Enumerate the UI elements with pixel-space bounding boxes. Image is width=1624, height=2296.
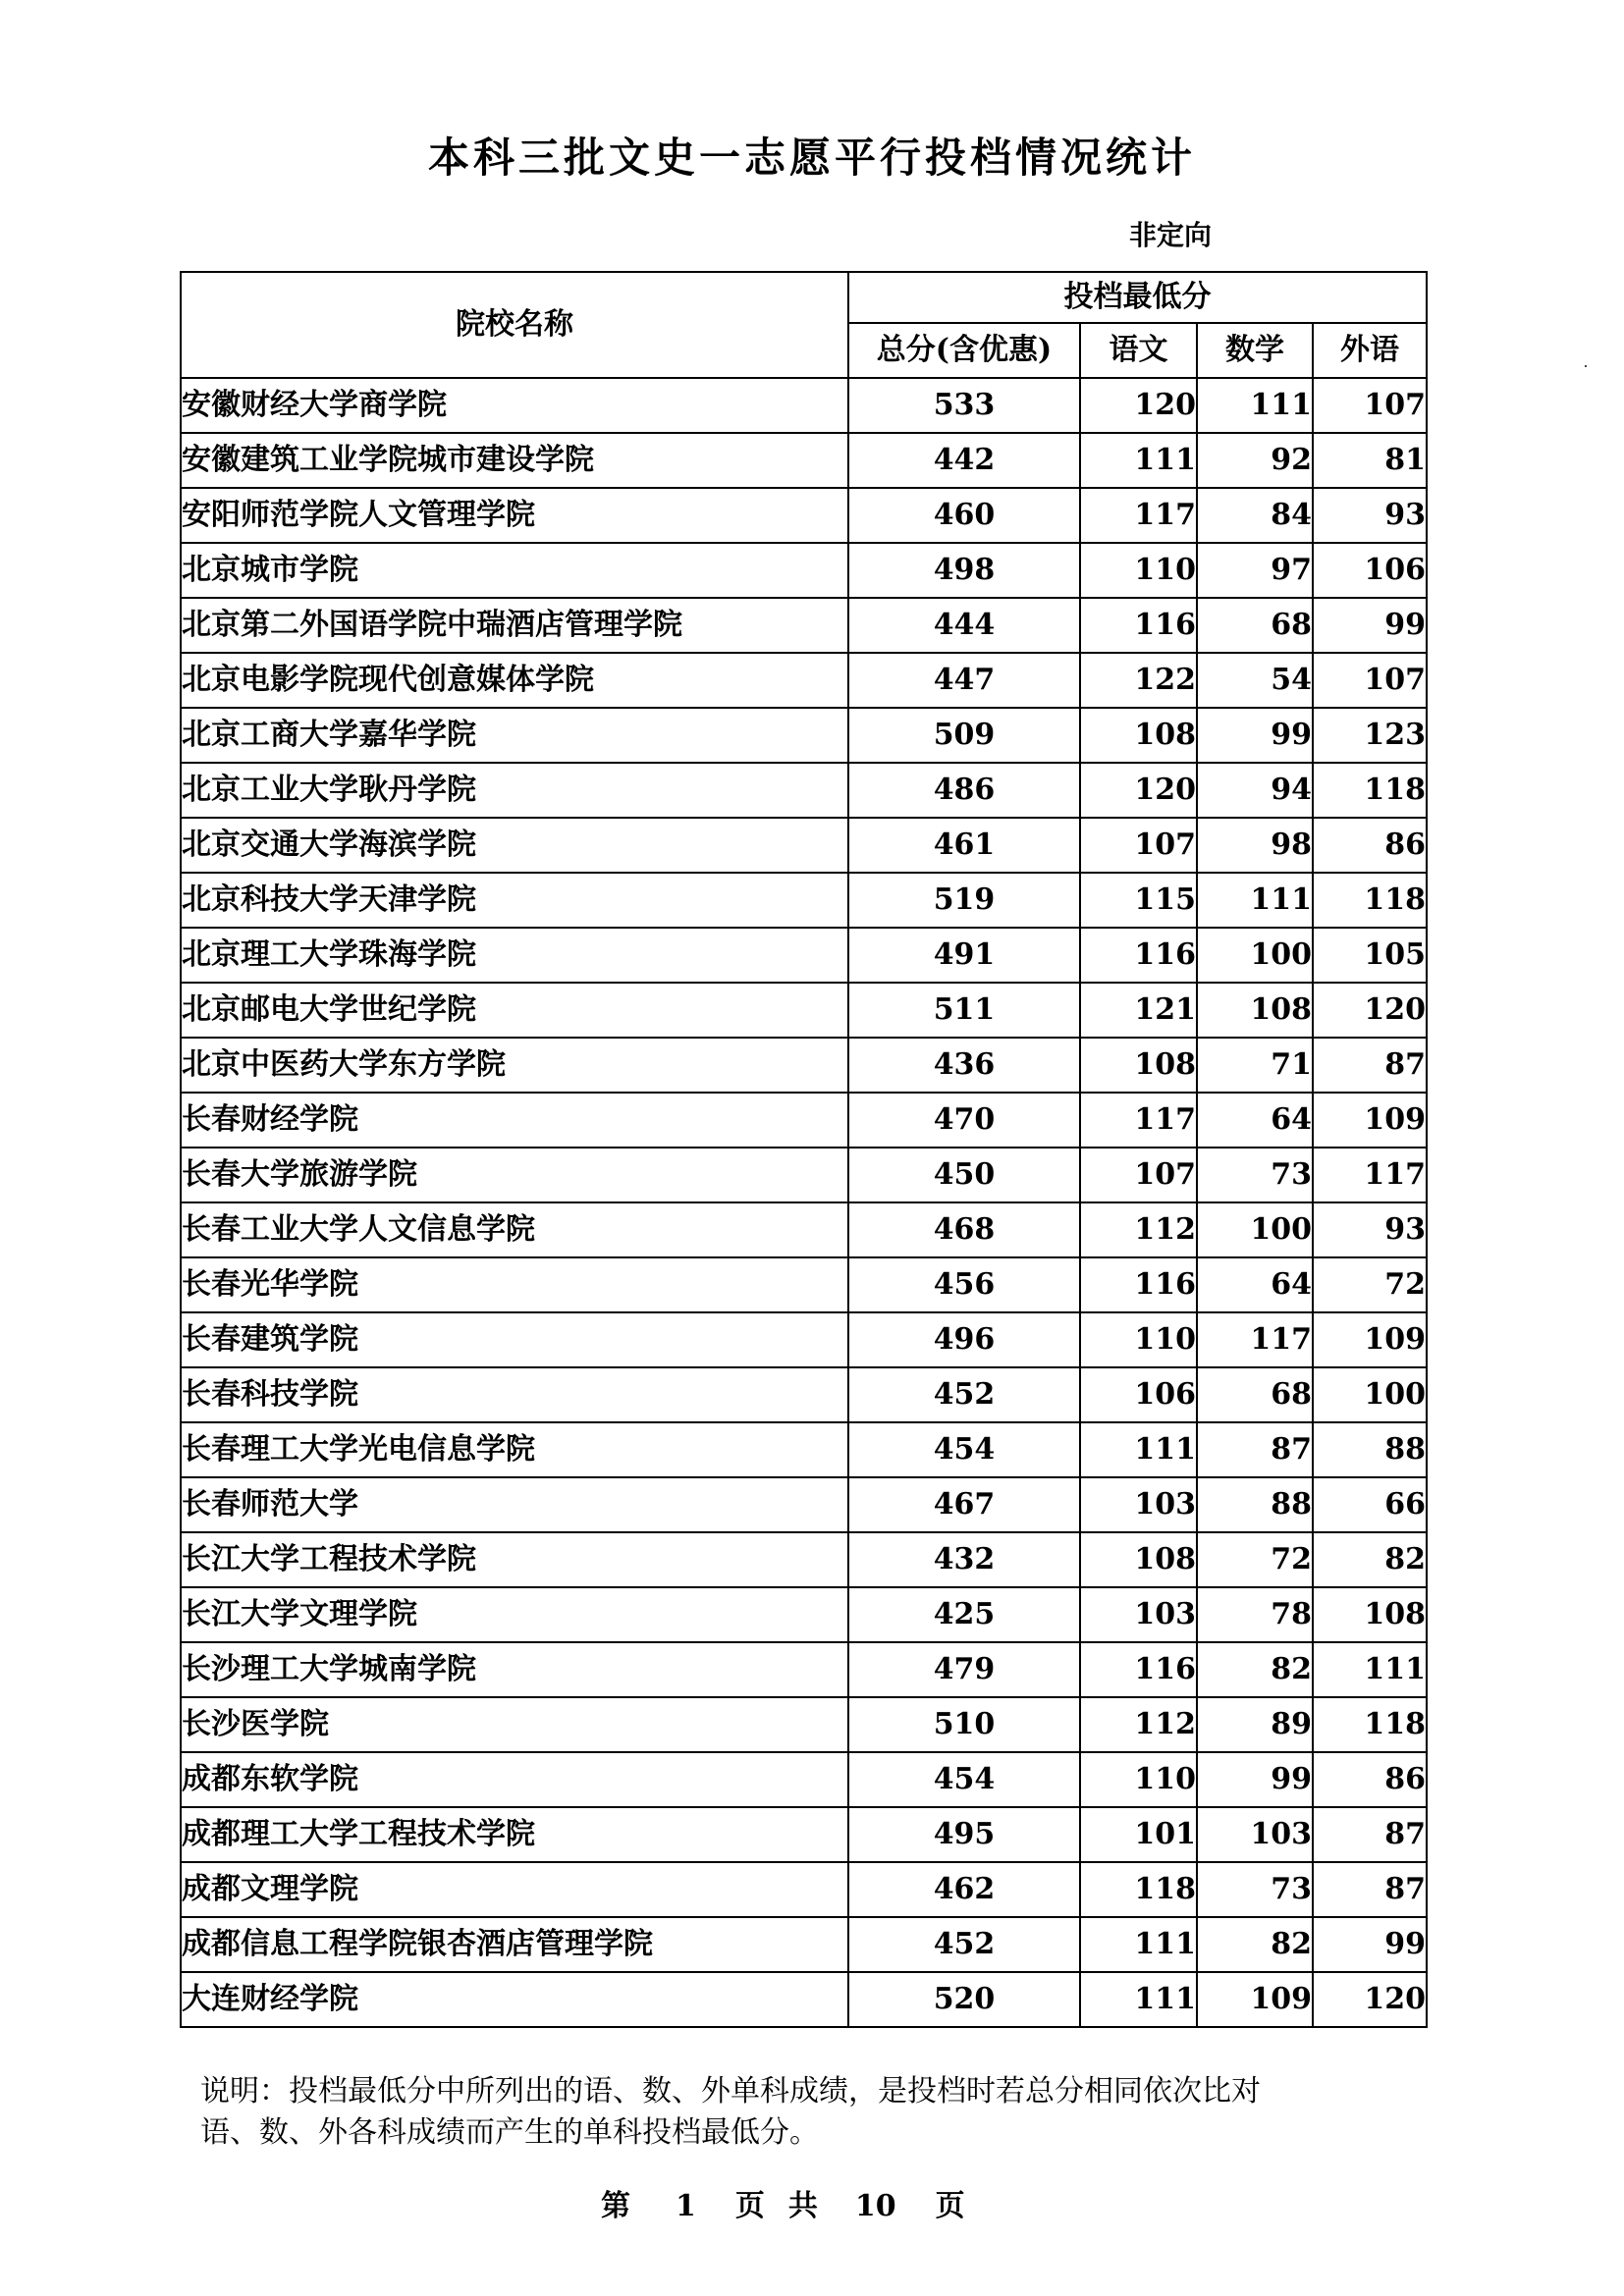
math-score-cell: 84 <box>1197 488 1313 543</box>
english-score-cell: 86 <box>1313 1752 1427 1807</box>
table-row <box>181 928 1427 983</box>
english-score-cell: 81 <box>1313 433 1427 488</box>
total-score-cell: 454 <box>848 1752 1080 1807</box>
math-score-cell: 97 <box>1197 543 1313 598</box>
math-score-cell: 71 <box>1197 1038 1313 1093</box>
total-score-cell: 454 <box>848 1422 1080 1477</box>
english-score-cell: 109 <box>1313 1312 1427 1367</box>
math-score-cell: 88 <box>1197 1477 1313 1532</box>
table-row <box>181 598 1427 653</box>
english-score-cell: 93 <box>1313 1202 1427 1257</box>
chinese-score-cell: 112 <box>1080 1697 1197 1752</box>
english-score-cell: 118 <box>1313 873 1427 928</box>
table-row <box>181 763 1427 818</box>
school-name-cell: 长江大学工程技术学院 <box>181 1532 848 1587</box>
chinese-score-cell: 107 <box>1080 1148 1197 1202</box>
chinese-score-cell: 120 <box>1080 378 1197 433</box>
chinese-score-cell: 111 <box>1080 1917 1197 1972</box>
table-row <box>181 1257 1427 1312</box>
total-score-cell: 452 <box>848 1917 1080 1972</box>
school-name-cell: 长江大学文理学院 <box>181 1587 848 1642</box>
chinese-score-cell: 116 <box>1080 928 1197 983</box>
school-name-cell: 北京第二外国语学院中瑞酒店管理学院 <box>181 598 848 653</box>
school-name-cell: 北京中医药大学东方学院 <box>181 1038 848 1093</box>
math-score-cell: 68 <box>1197 598 1313 653</box>
english-score-cell: 87 <box>1313 1862 1427 1917</box>
school-name-cell: 长春理工大学光电信息学院 <box>181 1422 848 1477</box>
table-row <box>181 1312 1427 1367</box>
math-score-cell: 82 <box>1197 1642 1313 1697</box>
footer-suffix: 页 <box>935 2189 965 2223</box>
english-score-cell: 117 <box>1313 1148 1427 1202</box>
total-score-cell: 498 <box>848 543 1080 598</box>
table-row <box>181 488 1427 543</box>
chinese-score-cell: 107 <box>1080 818 1197 873</box>
school-name-cell: 北京工业大学耿丹学院 <box>181 763 848 818</box>
table-row <box>181 1148 1427 1202</box>
english-score-cell: 120 <box>1313 983 1427 1038</box>
table-row <box>181 1202 1427 1257</box>
school-name-cell: 长春师范大学 <box>181 1477 848 1532</box>
school-name-cell: 安阳师范学院人文管理学院 <box>181 488 848 543</box>
chinese-score-cell: 111 <box>1080 433 1197 488</box>
total-score-cell: 468 <box>848 1202 1080 1257</box>
school-name-cell: 大连财经学院 <box>181 1972 848 2027</box>
chinese-score-cell: 117 <box>1080 488 1197 543</box>
table-row <box>181 1917 1427 1972</box>
math-score-cell: 78 <box>1197 1587 1313 1642</box>
english-score-cell: 123 <box>1313 708 1427 763</box>
table-row <box>181 653 1427 708</box>
table-row <box>181 1807 1427 1862</box>
chinese-score-cell: 106 <box>1080 1367 1197 1422</box>
page-footer <box>601 2181 965 2224</box>
school-name-cell: 北京电影学院现代创意媒体学院 <box>181 653 848 708</box>
english-score-cell: 99 <box>1313 1917 1427 1972</box>
math-score-cell: 98 <box>1197 818 1313 873</box>
total-score-cell: 520 <box>848 1972 1080 2027</box>
math-score-cell: 117 <box>1197 1312 1313 1367</box>
total-score-cell: 486 <box>848 763 1080 818</box>
category-label: 非定向 <box>1129 219 1213 251</box>
school-name-cell: 安徽财经大学商学院 <box>181 378 848 433</box>
chinese-score-cell: 108 <box>1080 1532 1197 1587</box>
scan-speck <box>1585 365 1587 367</box>
table-row <box>181 433 1427 488</box>
math-score-cell: 54 <box>1197 653 1313 708</box>
math-score-cell: 82 <box>1197 1917 1313 1972</box>
total-score-cell: 467 <box>848 1477 1080 1532</box>
table-row <box>181 1038 1427 1093</box>
math-score-cell: 99 <box>1197 708 1313 763</box>
table-row <box>181 983 1427 1038</box>
admission-score-table <box>180 271 1428 2028</box>
school-name-cell: 长春光华学院 <box>181 1257 848 1312</box>
footer-middle: 页共 <box>734 2189 841 2223</box>
school-name-cell: 长春大学旅游学院 <box>181 1148 848 1202</box>
header-school-name: 院校名称 <box>181 272 848 378</box>
math-score-cell: 92 <box>1197 433 1313 488</box>
math-score-cell: 64 <box>1197 1257 1313 1312</box>
math-score-cell: 72 <box>1197 1532 1313 1587</box>
total-score-cell: 452 <box>848 1367 1080 1422</box>
math-score-cell: 89 <box>1197 1697 1313 1752</box>
math-score-cell: 73 <box>1197 1148 1313 1202</box>
footer-page-number: 1 <box>676 2189 696 2223</box>
school-name-cell: 北京城市学院 <box>181 543 848 598</box>
total-score-cell: 509 <box>848 708 1080 763</box>
note-line-1: 说明：投档最低分中所列出的语、数、外单科成绩，是投档时若总分相同依次比对 <box>200 2074 1261 2109</box>
english-score-cell: 66 <box>1313 1477 1427 1532</box>
chinese-score-cell: 110 <box>1080 1752 1197 1807</box>
table-row <box>181 1862 1427 1917</box>
math-score-cell: 109 <box>1197 1972 1313 2027</box>
english-score-cell: 105 <box>1313 928 1427 983</box>
total-score-cell: 425 <box>848 1587 1080 1642</box>
total-score-cell: 491 <box>848 928 1080 983</box>
english-score-cell: 109 <box>1313 1093 1427 1148</box>
table-row <box>181 543 1427 598</box>
english-score-cell: 82 <box>1313 1532 1427 1587</box>
table-row <box>181 818 1427 873</box>
total-score-cell: 444 <box>848 598 1080 653</box>
chinese-score-cell: 120 <box>1080 763 1197 818</box>
total-score-cell: 460 <box>848 488 1080 543</box>
english-score-cell: 86 <box>1313 818 1427 873</box>
school-name-cell: 成都文理学院 <box>181 1862 848 1917</box>
english-score-cell: 111 <box>1313 1642 1427 1697</box>
note-line-2: 语、数、外各科成绩而产生的单科投档最低分。 <box>200 2115 819 2150</box>
chinese-score-cell: 103 <box>1080 1587 1197 1642</box>
header-chinese: 语文 <box>1080 323 1197 378</box>
table-row <box>181 1697 1427 1752</box>
math-score-cell: 68 <box>1197 1367 1313 1422</box>
school-name-cell: 长沙医学院 <box>181 1697 848 1752</box>
header-min-score-group: 投档最低分 <box>848 272 1427 323</box>
school-name-cell: 成都信息工程学院银杏酒店管理学院 <box>181 1917 848 1972</box>
english-score-cell: 107 <box>1313 378 1427 433</box>
english-score-cell: 87 <box>1313 1038 1427 1093</box>
total-score-cell: 456 <box>848 1257 1080 1312</box>
explanation-note <box>200 2071 1437 2154</box>
header-math: 数学 <box>1197 323 1313 378</box>
table-row <box>181 873 1427 928</box>
header-english: 外语 <box>1313 323 1427 378</box>
school-name-cell: 安徽建筑工业学院城市建设学院 <box>181 433 848 488</box>
chinese-score-cell: 111 <box>1080 1972 1197 2027</box>
table-row <box>181 1642 1427 1697</box>
english-score-cell: 108 <box>1313 1587 1427 1642</box>
school-name-cell: 北京邮电大学世纪学院 <box>181 983 848 1038</box>
total-score-cell: 432 <box>848 1532 1080 1587</box>
chinese-score-cell: 116 <box>1080 598 1197 653</box>
chinese-score-cell: 115 <box>1080 873 1197 928</box>
school-name-cell: 成都理工大学工程技术学院 <box>181 1807 848 1862</box>
table-row <box>181 1093 1427 1148</box>
school-name-cell: 长春财经学院 <box>181 1093 848 1148</box>
total-score-cell: 447 <box>848 653 1080 708</box>
total-score-cell: 510 <box>848 1697 1080 1752</box>
school-name-cell: 长春科技学院 <box>181 1367 848 1422</box>
chinese-score-cell: 121 <box>1080 983 1197 1038</box>
english-score-cell: 87 <box>1313 1807 1427 1862</box>
math-score-cell: 100 <box>1197 1202 1313 1257</box>
school-name-cell: 北京交通大学海滨学院 <box>181 818 848 873</box>
math-score-cell: 108 <box>1197 983 1313 1038</box>
header-total: 总分(含优惠) <box>848 323 1080 378</box>
chinese-score-cell: 116 <box>1080 1642 1197 1697</box>
english-score-cell: 118 <box>1313 763 1427 818</box>
chinese-score-cell: 110 <box>1080 543 1197 598</box>
english-score-cell: 93 <box>1313 488 1427 543</box>
math-score-cell: 99 <box>1197 1752 1313 1807</box>
total-score-cell: 533 <box>848 378 1080 433</box>
table-row <box>181 378 1427 433</box>
english-score-cell: 72 <box>1313 1257 1427 1312</box>
math-score-cell: 100 <box>1197 928 1313 983</box>
math-score-cell: 87 <box>1197 1422 1313 1477</box>
school-name-cell: 北京工商大学嘉华学院 <box>181 708 848 763</box>
math-score-cell: 103 <box>1197 1807 1313 1862</box>
chinese-score-cell: 117 <box>1080 1093 1197 1148</box>
table-row <box>181 1752 1427 1807</box>
table-row <box>181 708 1427 763</box>
chinese-score-cell: 111 <box>1080 1422 1197 1477</box>
footer-prefix: 第 <box>601 2189 630 2223</box>
table-row <box>181 1587 1427 1642</box>
school-name-cell: 长沙理工大学城南学院 <box>181 1642 848 1697</box>
school-name-cell: 长春工业大学人文信息学院 <box>181 1202 848 1257</box>
chinese-score-cell: 108 <box>1080 708 1197 763</box>
page-title: 本科三批文史一志愿平行投档情况统计 <box>427 133 1196 182</box>
total-score-cell: 470 <box>848 1093 1080 1148</box>
chinese-score-cell: 110 <box>1080 1312 1197 1367</box>
chinese-score-cell: 108 <box>1080 1038 1197 1093</box>
total-score-cell: 495 <box>848 1807 1080 1862</box>
table-row <box>181 1422 1427 1477</box>
total-score-cell: 450 <box>848 1148 1080 1202</box>
chinese-score-cell: 103 <box>1080 1477 1197 1532</box>
english-score-cell: 106 <box>1313 543 1427 598</box>
total-score-cell: 511 <box>848 983 1080 1038</box>
table-row <box>181 1367 1427 1422</box>
english-score-cell: 100 <box>1313 1367 1427 1422</box>
english-score-cell: 99 <box>1313 598 1427 653</box>
table-row <box>181 1477 1427 1532</box>
total-score-cell: 461 <box>848 818 1080 873</box>
english-score-cell: 120 <box>1313 1972 1427 2027</box>
total-score-cell: 442 <box>848 433 1080 488</box>
math-score-cell: 111 <box>1197 378 1313 433</box>
math-score-cell: 64 <box>1197 1093 1313 1148</box>
table-row <box>181 1532 1427 1587</box>
total-score-cell: 479 <box>848 1642 1080 1697</box>
chinese-score-cell: 112 <box>1080 1202 1197 1257</box>
english-score-cell: 88 <box>1313 1422 1427 1477</box>
english-score-cell: 107 <box>1313 653 1427 708</box>
english-score-cell: 118 <box>1313 1697 1427 1752</box>
math-score-cell: 94 <box>1197 763 1313 818</box>
total-score-cell: 519 <box>848 873 1080 928</box>
math-score-cell: 111 <box>1197 873 1313 928</box>
chinese-score-cell: 122 <box>1080 653 1197 708</box>
total-score-cell: 462 <box>848 1862 1080 1917</box>
footer-total-pages: 10 <box>854 2189 896 2223</box>
school-name-cell: 成都东软学院 <box>181 1752 848 1807</box>
school-name-cell: 长春建筑学院 <box>181 1312 848 1367</box>
table-body <box>181 378 1427 2027</box>
math-score-cell: 73 <box>1197 1862 1313 1917</box>
chinese-score-cell: 118 <box>1080 1862 1197 1917</box>
chinese-score-cell: 101 <box>1080 1807 1197 1862</box>
school-name-cell: 北京理工大学珠海学院 <box>181 928 848 983</box>
school-name-cell: 北京科技大学天津学院 <box>181 873 848 928</box>
table-row <box>181 1972 1427 2027</box>
total-score-cell: 496 <box>848 1312 1080 1367</box>
total-score-cell: 436 <box>848 1038 1080 1093</box>
chinese-score-cell: 116 <box>1080 1257 1197 1312</box>
